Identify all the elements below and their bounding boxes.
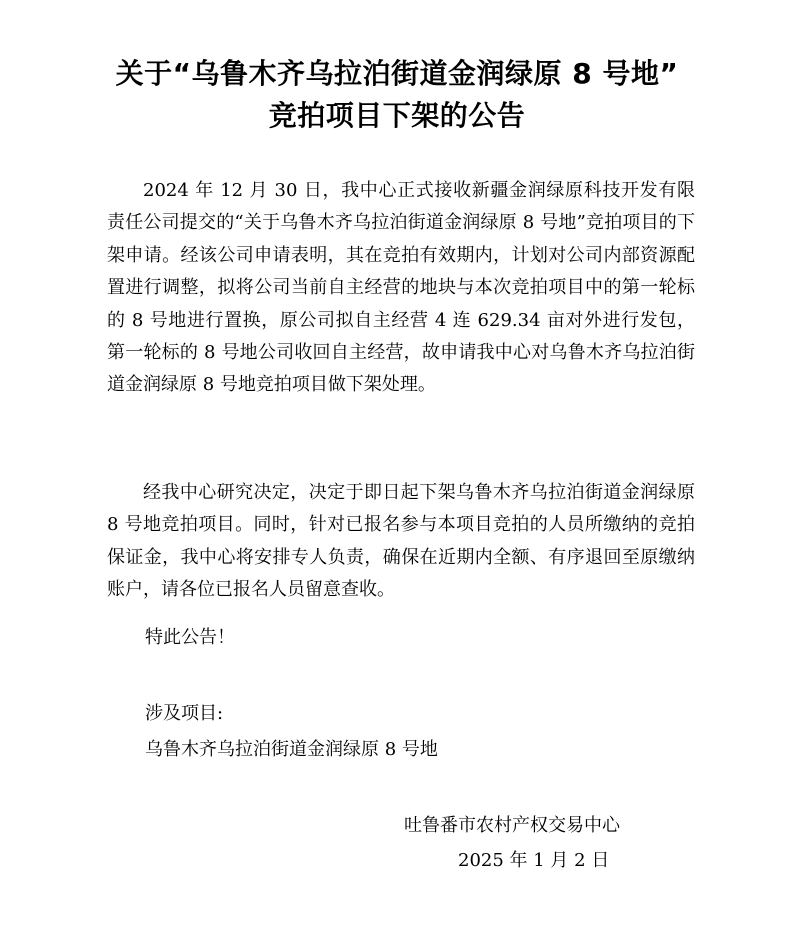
paragraph-1-text: 2024 年 12 月 30 日，我中心正式接收新疆金润绿原科技开发有限责任公司提交的“关于乌鲁木齐乌拉泊街道金润绿原 8 号地”竞拍项目的下架申请。经该公司申请表明，其在竞拍有效期内，计划对公司内部资源配置进行调整，拟将公司当前自主经营的地块与本次竞拍项目中的第一轮标的 8 号地进行置换，原公司拟自主经营 4 连 629.34 亩对外进行发包，第一轮标的 8 号地公司收回自主经营，故申请我中心对乌鲁木齐乌拉泊街道金润绿原 8 号地竞拍项目做下架处理。	[107, 180, 695, 396]
body-paragraph-2	[107, 477, 695, 607]
issuer-name: 吐鲁番市农村产权交易中心	[404, 815, 620, 836]
issue-date: 2025 年 1 月 2 日	[458, 850, 610, 871]
announcement-title-line-1: 关于“乌鲁木齐乌拉泊街道金润绿原 8 号地”	[115, 57, 679, 90]
announcement-title-line-2: 竞拍项目下架的公告	[268, 99, 526, 132]
body-paragraph-1	[107, 175, 695, 402]
project-label: 涉及项目:	[145, 703, 224, 724]
paragraph-2-text: 经我中心研究决定，决定于即日起下架乌鲁木齐乌拉泊街道金润绿原 8 号地竞拍项目。同时，针对已报名参与本项目竞拍的人员所缴纳的竞拍保证金，我中心将安排专人负责，确保在近期内全额、有序退回至原缴纳账户，请各位已报名人员留意查收。	[107, 482, 695, 601]
project-name: 乌鲁木齐乌拉泊街道金润绿原 8 号地	[145, 739, 438, 760]
closing-statement: 特此公告！	[145, 627, 235, 648]
